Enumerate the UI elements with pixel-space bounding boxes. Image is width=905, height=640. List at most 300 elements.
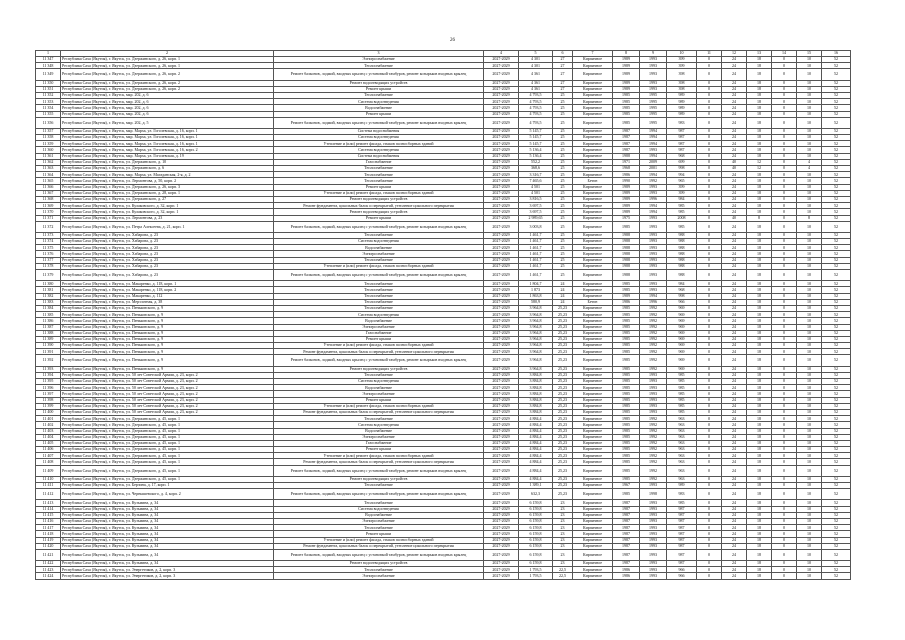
- value-col-9-cell: 1993: [640, 567, 667, 573]
- repair-period-cell: 2027-2029: [484, 215, 519, 221]
- floors-cell: 25: [553, 141, 573, 147]
- work-type-cell: Электроснабжение: [274, 324, 484, 330]
- floors-cell: 25,23: [553, 489, 573, 500]
- total-area-cell: 1 793,5: [519, 567, 553, 573]
- value-col-14-cell: 0: [772, 409, 797, 415]
- repair-period-cell: 2027-2029: [484, 270, 519, 281]
- repair-period-cell: 2027-2029: [484, 459, 519, 465]
- value-col-15-cell: 10: [797, 239, 822, 245]
- value-col-11-cell: 0: [697, 312, 722, 318]
- value-col-10-cell: 987: [667, 147, 697, 153]
- total-area-cell: 5 145,7: [519, 128, 553, 134]
- value-col-11-cell: 0: [697, 349, 722, 355]
- value-col-13-cell: 18: [747, 518, 772, 524]
- value-col-13-cell: 18: [747, 531, 772, 537]
- wall-material-cell: Кирпичное: [573, 416, 613, 422]
- value-col-14-cell: 0: [772, 239, 797, 245]
- value-col-9-cell: 1993: [640, 69, 667, 80]
- total-area-cell: 3 884,8: [519, 379, 553, 385]
- value-col-15-cell: 10: [797, 506, 822, 512]
- house-address-cell: Республика Саха (Якутия), г. Якутск, ул. Дзержинского, д. 45, корп. 1: [61, 434, 274, 440]
- repair-period-cell: 2027-2029: [484, 305, 519, 311]
- table-body: [36, 57, 851, 580]
- value-col-16-cell: 52: [822, 105, 851, 111]
- year-built-cell: 1967: [613, 483, 640, 489]
- house-address-cell: Республика Саха (Якутия), г. Якутск, ул. Пеньковского, д. 9: [61, 305, 274, 311]
- value-col-10-cell: 988: [667, 270, 697, 281]
- value-col-13-cell: 18: [747, 422, 772, 428]
- capital-repair-register-table: [35, 50, 851, 580]
- total-area-cell: 4 793,5: [519, 117, 553, 128]
- value-col-13-cell: 18: [747, 281, 772, 287]
- floors-cell: 23: [553, 500, 573, 506]
- house-address-cell: Республика Саха (Якутия), г. Якутск, ул. Мерзлотная, д. 38: [61, 299, 274, 305]
- row-number-cell: 11 401: [36, 416, 61, 422]
- floors-cell: 25: [553, 128, 573, 134]
- column-number: 6: [553, 51, 573, 57]
- year-built-cell: 1985: [613, 453, 640, 459]
- value-col-12-cell: 40: [722, 159, 747, 165]
- value-col-14-cell: 0: [772, 184, 797, 190]
- value-col-14-cell: 0: [772, 105, 797, 111]
- work-type-cell: Ремонт балконов, лоджий, входных крылец с установкой тамбуров, ремонт козырьков входных крылец: [274, 355, 484, 366]
- wall-material-cell: Кирпичное: [573, 99, 613, 105]
- value-col-9-cell: 1995: [640, 92, 667, 98]
- floors-cell: 25,23: [553, 453, 573, 459]
- wall-material-cell: Кирпичное: [573, 239, 613, 245]
- value-col-13-cell: 18: [747, 245, 772, 251]
- value-col-9-cell: 1993: [640, 518, 667, 524]
- value-col-11-cell: 0: [697, 549, 722, 560]
- total-area-cell: 4 884,4: [519, 465, 553, 476]
- house-address-cell: Республика Саха (Якутия), г. Якутск, ул. Макаренко, д. 112: [61, 293, 274, 299]
- value-col-11-cell: 0: [697, 391, 722, 397]
- column-number: 7: [573, 51, 613, 57]
- row-number-cell: 11 365: [36, 178, 61, 184]
- value-col-9-cell: 1994: [640, 141, 667, 147]
- value-col-9-cell: 1992: [640, 440, 667, 446]
- house-address-cell: Республика Саха (Якутия), г. Якутск, ул. Дзержинского, д. 26, корп. 1: [61, 57, 274, 63]
- year-built-cell: 1989: [613, 209, 640, 215]
- total-area-cell: 3 884,8: [519, 403, 553, 409]
- wall-material-cell: Кирпичное: [573, 500, 613, 506]
- house-address-cell: Республика Саха (Якутия), г. Якутск, ул. Кузьмина, д. 34: [61, 525, 274, 531]
- row-number-cell: 11 408: [36, 459, 61, 465]
- row-number-cell: 11 422: [36, 561, 61, 567]
- value-col-15-cell: 10: [797, 500, 822, 506]
- house-address-cell: Республика Саха (Якутия), г. Якутск, ул. Кузьмина, д. 34: [61, 531, 274, 537]
- repair-period-cell: 2027-2029: [484, 573, 519, 579]
- value-col-10-cell: 969: [667, 343, 697, 349]
- wall-material-cell: Кирпичное: [573, 196, 613, 202]
- value-col-13-cell: 18: [747, 366, 772, 372]
- value-col-9-cell: 1993: [640, 57, 667, 63]
- value-col-12-cell: 24: [722, 506, 747, 512]
- floors-cell: 25,23: [553, 336, 573, 342]
- value-col-10-cell: 989: [667, 111, 697, 117]
- house-address-cell: Республика Саха (Якутия), г. Якутск, мкр. 202, д. 6: [61, 92, 274, 98]
- repair-period-cell: 2027-2029: [484, 178, 519, 184]
- value-col-15-cell: 10: [797, 69, 822, 80]
- wall-material-cell: Кирпичное: [573, 336, 613, 342]
- work-type-cell: Газоснабжение: [274, 440, 484, 446]
- work-type-cell: Теплоснабжение: [274, 166, 484, 172]
- value-col-10-cell: 398: [667, 80, 697, 86]
- value-col-9-cell: 1992: [640, 447, 667, 453]
- value-col-14-cell: 0: [772, 117, 797, 128]
- row-number-cell: 11 356: [36, 117, 61, 128]
- total-area-cell: 4 884,4: [519, 440, 553, 446]
- repair-period-cell: 2027-2029: [484, 428, 519, 434]
- year-built-cell: 1985: [613, 221, 640, 232]
- work-type-cell: Теплоснабжение: [274, 92, 484, 98]
- year-built-cell: 1985: [613, 92, 640, 98]
- value-col-13-cell: 18: [747, 141, 772, 147]
- house-address-cell: Республика Саха (Якутия), г. Якутск, ул. Дзержинского, д. 45, корп. 1: [61, 459, 274, 465]
- house-address-cell: Республика Саха (Якутия), г. Якутск, ул. 50 лет Советской Армии, д. 23, корп. 2: [61, 379, 274, 385]
- value-col-12-cell: 24: [722, 379, 747, 385]
- value-col-9-cell: 1993: [640, 245, 667, 251]
- floors-cell: 25,23: [553, 397, 573, 403]
- year-built-cell: 1985: [613, 336, 640, 342]
- work-type-cell: Утепление и (или) ремонт фасада, стыков полносборных зданий: [274, 190, 484, 196]
- row-number-cell: 11 404: [36, 434, 61, 440]
- value-col-14-cell: 0: [772, 293, 797, 299]
- year-built-cell: 1988: [613, 263, 640, 269]
- value-col-11-cell: 0: [697, 518, 722, 524]
- row-number-cell: 11 396: [36, 385, 61, 391]
- house-address-cell: Республика Саха (Якутия), г. Якутск, мкр. Марха, ул. Гоголевская, д. 16, корп. 1: [61, 135, 274, 141]
- value-col-15-cell: 10: [797, 190, 822, 196]
- floors-cell: 25: [553, 232, 573, 238]
- total-area-cell: 3 964,8: [519, 330, 553, 336]
- floors-cell: 23: [553, 512, 573, 518]
- wall-material-cell: Кирпичное: [573, 251, 613, 257]
- value-col-15-cell: 4: [797, 166, 822, 172]
- value-col-12-cell: 24: [722, 86, 747, 92]
- work-type-cell: Система водоотведения: [274, 422, 484, 428]
- value-col-11-cell: 0: [697, 281, 722, 287]
- value-col-9-cell: 1993: [640, 391, 667, 397]
- year-built-cell: 1990: [613, 178, 640, 184]
- value-col-10-cell: 998: [667, 293, 697, 299]
- value-col-14-cell: 0: [772, 159, 797, 165]
- value-col-16-cell: 52: [822, 447, 851, 453]
- house-address-cell: Республика Саха (Якутия), г. Якутск, ул. 50 лет Советской Армии, д. 23, корп. 2: [61, 391, 274, 397]
- floors-cell: 25,23: [553, 459, 573, 465]
- value-col-9-cell: 1993: [640, 506, 667, 512]
- floors-cell: 25,23: [553, 379, 573, 385]
- year-built-cell: 1985: [613, 403, 640, 409]
- value-col-13-cell: 18: [747, 69, 772, 80]
- value-col-16-cell: 52: [822, 245, 851, 251]
- total-area-cell: 4 884,4: [519, 459, 553, 465]
- value-col-11-cell: 0: [697, 92, 722, 98]
- value-col-10-cell: 988: [667, 239, 697, 245]
- value-col-13-cell: 18: [747, 336, 772, 342]
- house-address-cell: Республика Саха (Якутия), г. Якутск, ул. Пеньковского, д. 9: [61, 318, 274, 324]
- wall-material-cell: Кирпичное: [573, 428, 613, 434]
- value-col-9-cell: 1994: [640, 209, 667, 215]
- work-type-cell: Утепление и (или) ремонт фасада, стыков полносборных зданий: [274, 141, 484, 147]
- row-number-cell: 11 414: [36, 506, 61, 512]
- year-built-cell: 1987: [613, 531, 640, 537]
- house-address-cell: Республика Саха (Якутия), г. Якутск, ул. Хабарова, д. 23: [61, 245, 274, 251]
- value-col-11-cell: 0: [697, 434, 722, 440]
- value-col-13-cell: 18: [747, 573, 772, 579]
- repair-period-cell: 2027-2029: [484, 245, 519, 251]
- value-col-16-cell: 52: [822, 476, 851, 482]
- year-built-cell: 1988: [613, 245, 640, 251]
- year-built-cell: 1987: [613, 500, 640, 506]
- value-col-9-cell: 1993: [640, 184, 667, 190]
- floors-cell: 27: [553, 69, 573, 80]
- value-col-10-cell: 963: [667, 465, 697, 476]
- value-col-15-cell: 10: [797, 403, 822, 409]
- value-col-11-cell: 0: [697, 128, 722, 134]
- floors-cell: 25,23: [553, 409, 573, 415]
- year-built-cell: 1985: [613, 379, 640, 385]
- value-col-12-cell: 24: [722, 355, 747, 366]
- repair-period-cell: 2027-2029: [484, 409, 519, 415]
- column-number: 2: [61, 51, 274, 57]
- house-address-cell: Республика Саха (Якутия), г. Якутск, ул. Макаренко, д. 118, корп. 2: [61, 287, 274, 293]
- year-built-cell: 1988: [613, 239, 640, 245]
- repair-period-cell: 2027-2029: [484, 506, 519, 512]
- value-col-16-cell: 52: [822, 111, 851, 117]
- repair-period-cell: 2027-2029: [484, 465, 519, 476]
- floors-cell: 25: [553, 245, 573, 251]
- value-col-11-cell: 0: [697, 525, 722, 531]
- year-built-cell: 1985: [613, 372, 640, 378]
- value-col-10-cell: 969: [667, 305, 697, 311]
- house-address-cell: Республика Саха (Якутия), г. Якутск, ул. Дзержинского, д. 6: [61, 166, 274, 172]
- work-type-cell: Система водоотведения: [274, 99, 484, 105]
- table-row: [36, 549, 851, 560]
- work-type-cell: Утепление и (или) ремонт фасада, стыков полносборных зданий: [274, 537, 484, 543]
- value-col-15-cell: 10: [797, 409, 822, 415]
- row-number-cell: 11 400: [36, 409, 61, 415]
- value-col-14-cell: 0: [772, 318, 797, 324]
- value-col-11-cell: 0: [697, 385, 722, 391]
- value-col-11-cell: 0: [697, 330, 722, 336]
- column-number: 8: [613, 51, 640, 57]
- value-col-15-cell: 10: [797, 385, 822, 391]
- work-type-cell: Ремонт крыши: [274, 215, 484, 221]
- value-col-12-cell: 24: [722, 251, 747, 257]
- value-col-15-cell: 4: [797, 159, 822, 165]
- value-col-14-cell: 0: [772, 251, 797, 257]
- value-col-13-cell: 18: [747, 232, 772, 238]
- value-col-14-cell: 0: [772, 263, 797, 269]
- work-type-cell: Теплоснабжение: [274, 257, 484, 263]
- row-number-cell: 11 354: [36, 105, 61, 111]
- value-col-14-cell: 0: [772, 573, 797, 579]
- value-col-16-cell: 52: [822, 372, 851, 378]
- work-type-cell: Электроснабжение: [274, 251, 484, 257]
- row-number-cell: 11 389: [36, 336, 61, 342]
- value-col-9-cell: 1994: [640, 203, 667, 209]
- row-number-cell: 11 368: [36, 196, 61, 202]
- table-row: [36, 489, 851, 500]
- value-col-13-cell: 18: [747, 379, 772, 385]
- value-col-9-cell: 1993: [640, 239, 667, 245]
- row-number-cell: 11 366: [36, 184, 61, 190]
- repair-period-cell: 2027-2029: [484, 105, 519, 111]
- value-col-15-cell: 10: [797, 251, 822, 257]
- wall-material-cell: Кирпичное: [573, 263, 613, 269]
- value-col-11-cell: 0: [697, 366, 722, 372]
- house-address-cell: Республика Саха (Якутия), г. Якутск, мкр. Марха, ул. Гоголевская, д. 16, корп. 2: [61, 147, 274, 153]
- value-col-16-cell: 52: [822, 128, 851, 134]
- value-col-16-cell: 52: [822, 537, 851, 543]
- value-col-11-cell: 0: [697, 141, 722, 147]
- house-address-cell: Республика Саха (Якутия), г. Якутск, мкр. 202, д. 6: [61, 105, 274, 111]
- work-type-cell: Ремонт водоотводящих устройств: [274, 196, 484, 202]
- value-col-13-cell: 12: [747, 159, 772, 165]
- wall-material-cell: Кирпичное: [573, 190, 613, 196]
- value-col-13-cell: 18: [747, 209, 772, 215]
- value-col-11-cell: 0: [697, 489, 722, 500]
- value-col-15-cell: 10: [797, 172, 822, 178]
- repair-period-cell: 2027-2029: [484, 318, 519, 324]
- value-col-11-cell: 0: [697, 184, 722, 190]
- value-col-15-cell: 10: [797, 178, 822, 184]
- row-number-cell: 11 355: [36, 111, 61, 117]
- value-col-14-cell: 0: [772, 567, 797, 573]
- value-col-12-cell: 24: [722, 500, 747, 506]
- value-col-14-cell: 0: [772, 232, 797, 238]
- value-col-14-cell: 0: [772, 476, 797, 482]
- value-col-9-cell: 1992: [640, 416, 667, 422]
- row-number-cell: 11 394: [36, 372, 61, 378]
- repair-period-cell: 2027-2029: [484, 63, 519, 69]
- value-col-9-cell: 1993: [640, 543, 667, 549]
- value-col-11-cell: 0: [697, 343, 722, 349]
- value-col-9-cell: 1992: [640, 453, 667, 459]
- value-col-12-cell: 24: [722, 299, 747, 305]
- house-address-cell: Республика Саха (Якутия), г. Якутск, ул. Кузьмина, д. 34: [61, 518, 274, 524]
- house-address-cell: Республика Саха (Якутия), г. Якутск, ул. 50 лет Советской Армии, д. 23, корп. 2: [61, 385, 274, 391]
- house-address-cell: Республика Саха (Якутия), г. Якутск, мкр. 202, д. 6: [61, 111, 274, 117]
- value-col-11-cell: 0: [697, 422, 722, 428]
- total-area-cell: 4 884,4: [519, 447, 553, 453]
- value-col-16-cell: 52: [822, 184, 851, 190]
- value-col-9-cell: 1993: [640, 147, 667, 153]
- value-col-12-cell: 24: [722, 525, 747, 531]
- value-col-14-cell: 0: [772, 203, 797, 209]
- value-col-9-cell: 1993: [640, 379, 667, 385]
- value-col-13-cell: 18: [747, 318, 772, 324]
- value-col-9-cell: 1993: [640, 531, 667, 537]
- total-area-cell: 4 301: [519, 57, 553, 63]
- value-col-13-cell: 12: [747, 166, 772, 172]
- column-number: 15: [797, 51, 822, 57]
- wall-material-cell: Кирпичное: [573, 343, 613, 349]
- value-col-14-cell: 0: [772, 324, 797, 330]
- value-col-11-cell: 0: [697, 355, 722, 366]
- value-col-12-cell: 24: [722, 366, 747, 372]
- value-col-13-cell: 18: [747, 525, 772, 531]
- year-built-cell: 1988: [613, 153, 640, 159]
- value-col-15-cell: 10: [797, 416, 822, 422]
- value-col-9-cell: 1993: [640, 287, 667, 293]
- work-type-cell: Ремонт крыши: [274, 531, 484, 537]
- value-col-15-cell: 10: [797, 245, 822, 251]
- work-type-cell: Ремонт крыши: [274, 397, 484, 403]
- repair-period-cell: 2027-2029: [484, 287, 519, 293]
- value-col-13-cell: 18: [747, 293, 772, 299]
- total-area-cell: 1 804,7: [519, 281, 553, 287]
- total-area-cell: 1 461,7: [519, 263, 553, 269]
- value-col-16-cell: 52: [822, 549, 851, 560]
- house-address-cell: Республика Саха (Якутия), г. Якутск, ул. Кузьмина, д. 34: [61, 506, 274, 512]
- repair-period-cell: 2027-2029: [484, 372, 519, 378]
- wall-material-cell: Кирпичное: [573, 422, 613, 428]
- wall-material-cell: Кирпичное: [573, 453, 613, 459]
- work-type-cell: Водоснабжение: [274, 318, 484, 324]
- value-col-11-cell: 0: [697, 409, 722, 415]
- value-col-16-cell: 52: [822, 141, 851, 147]
- house-address-cell: Республика Саха (Якутия), г. Якутск, ул. Кузьмина, д. 34: [61, 500, 274, 506]
- value-col-13-cell: 18: [747, 105, 772, 111]
- floors-cell: 24: [553, 299, 573, 305]
- value-col-12-cell: 24: [722, 428, 747, 434]
- value-col-11-cell: 0: [697, 287, 722, 293]
- value-col-16-cell: 52: [822, 172, 851, 178]
- value-col-15-cell: 10: [797, 270, 822, 281]
- repair-period-cell: 2027-2029: [484, 355, 519, 366]
- value-col-9-cell: 1992: [640, 349, 667, 355]
- value-col-9-cell: 1993: [640, 525, 667, 531]
- value-col-10-cell: 966: [667, 567, 697, 573]
- row-number-cell: 11 377: [36, 257, 61, 263]
- total-area-cell: 552,2: [519, 159, 553, 165]
- row-number-cell: 11 357: [36, 128, 61, 134]
- total-area-cell: 3 964,8: [519, 343, 553, 349]
- value-col-15-cell: 10: [797, 99, 822, 105]
- value-col-12-cell: 24: [722, 190, 747, 196]
- house-address-cell: Республика Саха (Якутия), г. Якутск, ул. Пеньковского, д. 9: [61, 312, 274, 318]
- row-number-cell: 11 382: [36, 293, 61, 299]
- total-area-cell: 1 461,7: [519, 245, 553, 251]
- row-number-cell: 11 419: [36, 537, 61, 543]
- value-col-11-cell: 0: [697, 203, 722, 209]
- house-address-cell: Республика Саха (Якутия), г. Якутск, ул. Дзержинского, д. 26, корп. 3: [61, 184, 274, 190]
- wall-material-cell: Кирпичное: [573, 403, 613, 409]
- value-col-11-cell: 0: [697, 172, 722, 178]
- floors-cell: 23: [553, 537, 573, 543]
- row-number-cell: 11 380: [36, 281, 61, 287]
- value-col-9-cell: 1992: [640, 343, 667, 349]
- value-col-15-cell: 10: [797, 561, 822, 567]
- value-col-15-cell: 10: [797, 209, 822, 215]
- value-col-15-cell: 10: [797, 483, 822, 489]
- value-col-12-cell: 24: [722, 80, 747, 86]
- value-col-13-cell: 18: [747, 57, 772, 63]
- repair-period-cell: 2027-2029: [484, 92, 519, 98]
- value-col-9-cell: 1993: [640, 397, 667, 403]
- value-col-9-cell: 1993: [640, 483, 667, 489]
- floors-cell: 24: [553, 287, 573, 293]
- floors-cell: 25,23: [553, 318, 573, 324]
- value-col-13-cell: 18: [747, 99, 772, 105]
- year-built-cell: 1985: [613, 312, 640, 318]
- repair-period-cell: 2027-2029: [484, 518, 519, 524]
- value-col-9-cell: 1992: [640, 178, 667, 184]
- repair-period-cell: 2027-2029: [484, 549, 519, 560]
- value-col-12-cell: 24: [722, 57, 747, 63]
